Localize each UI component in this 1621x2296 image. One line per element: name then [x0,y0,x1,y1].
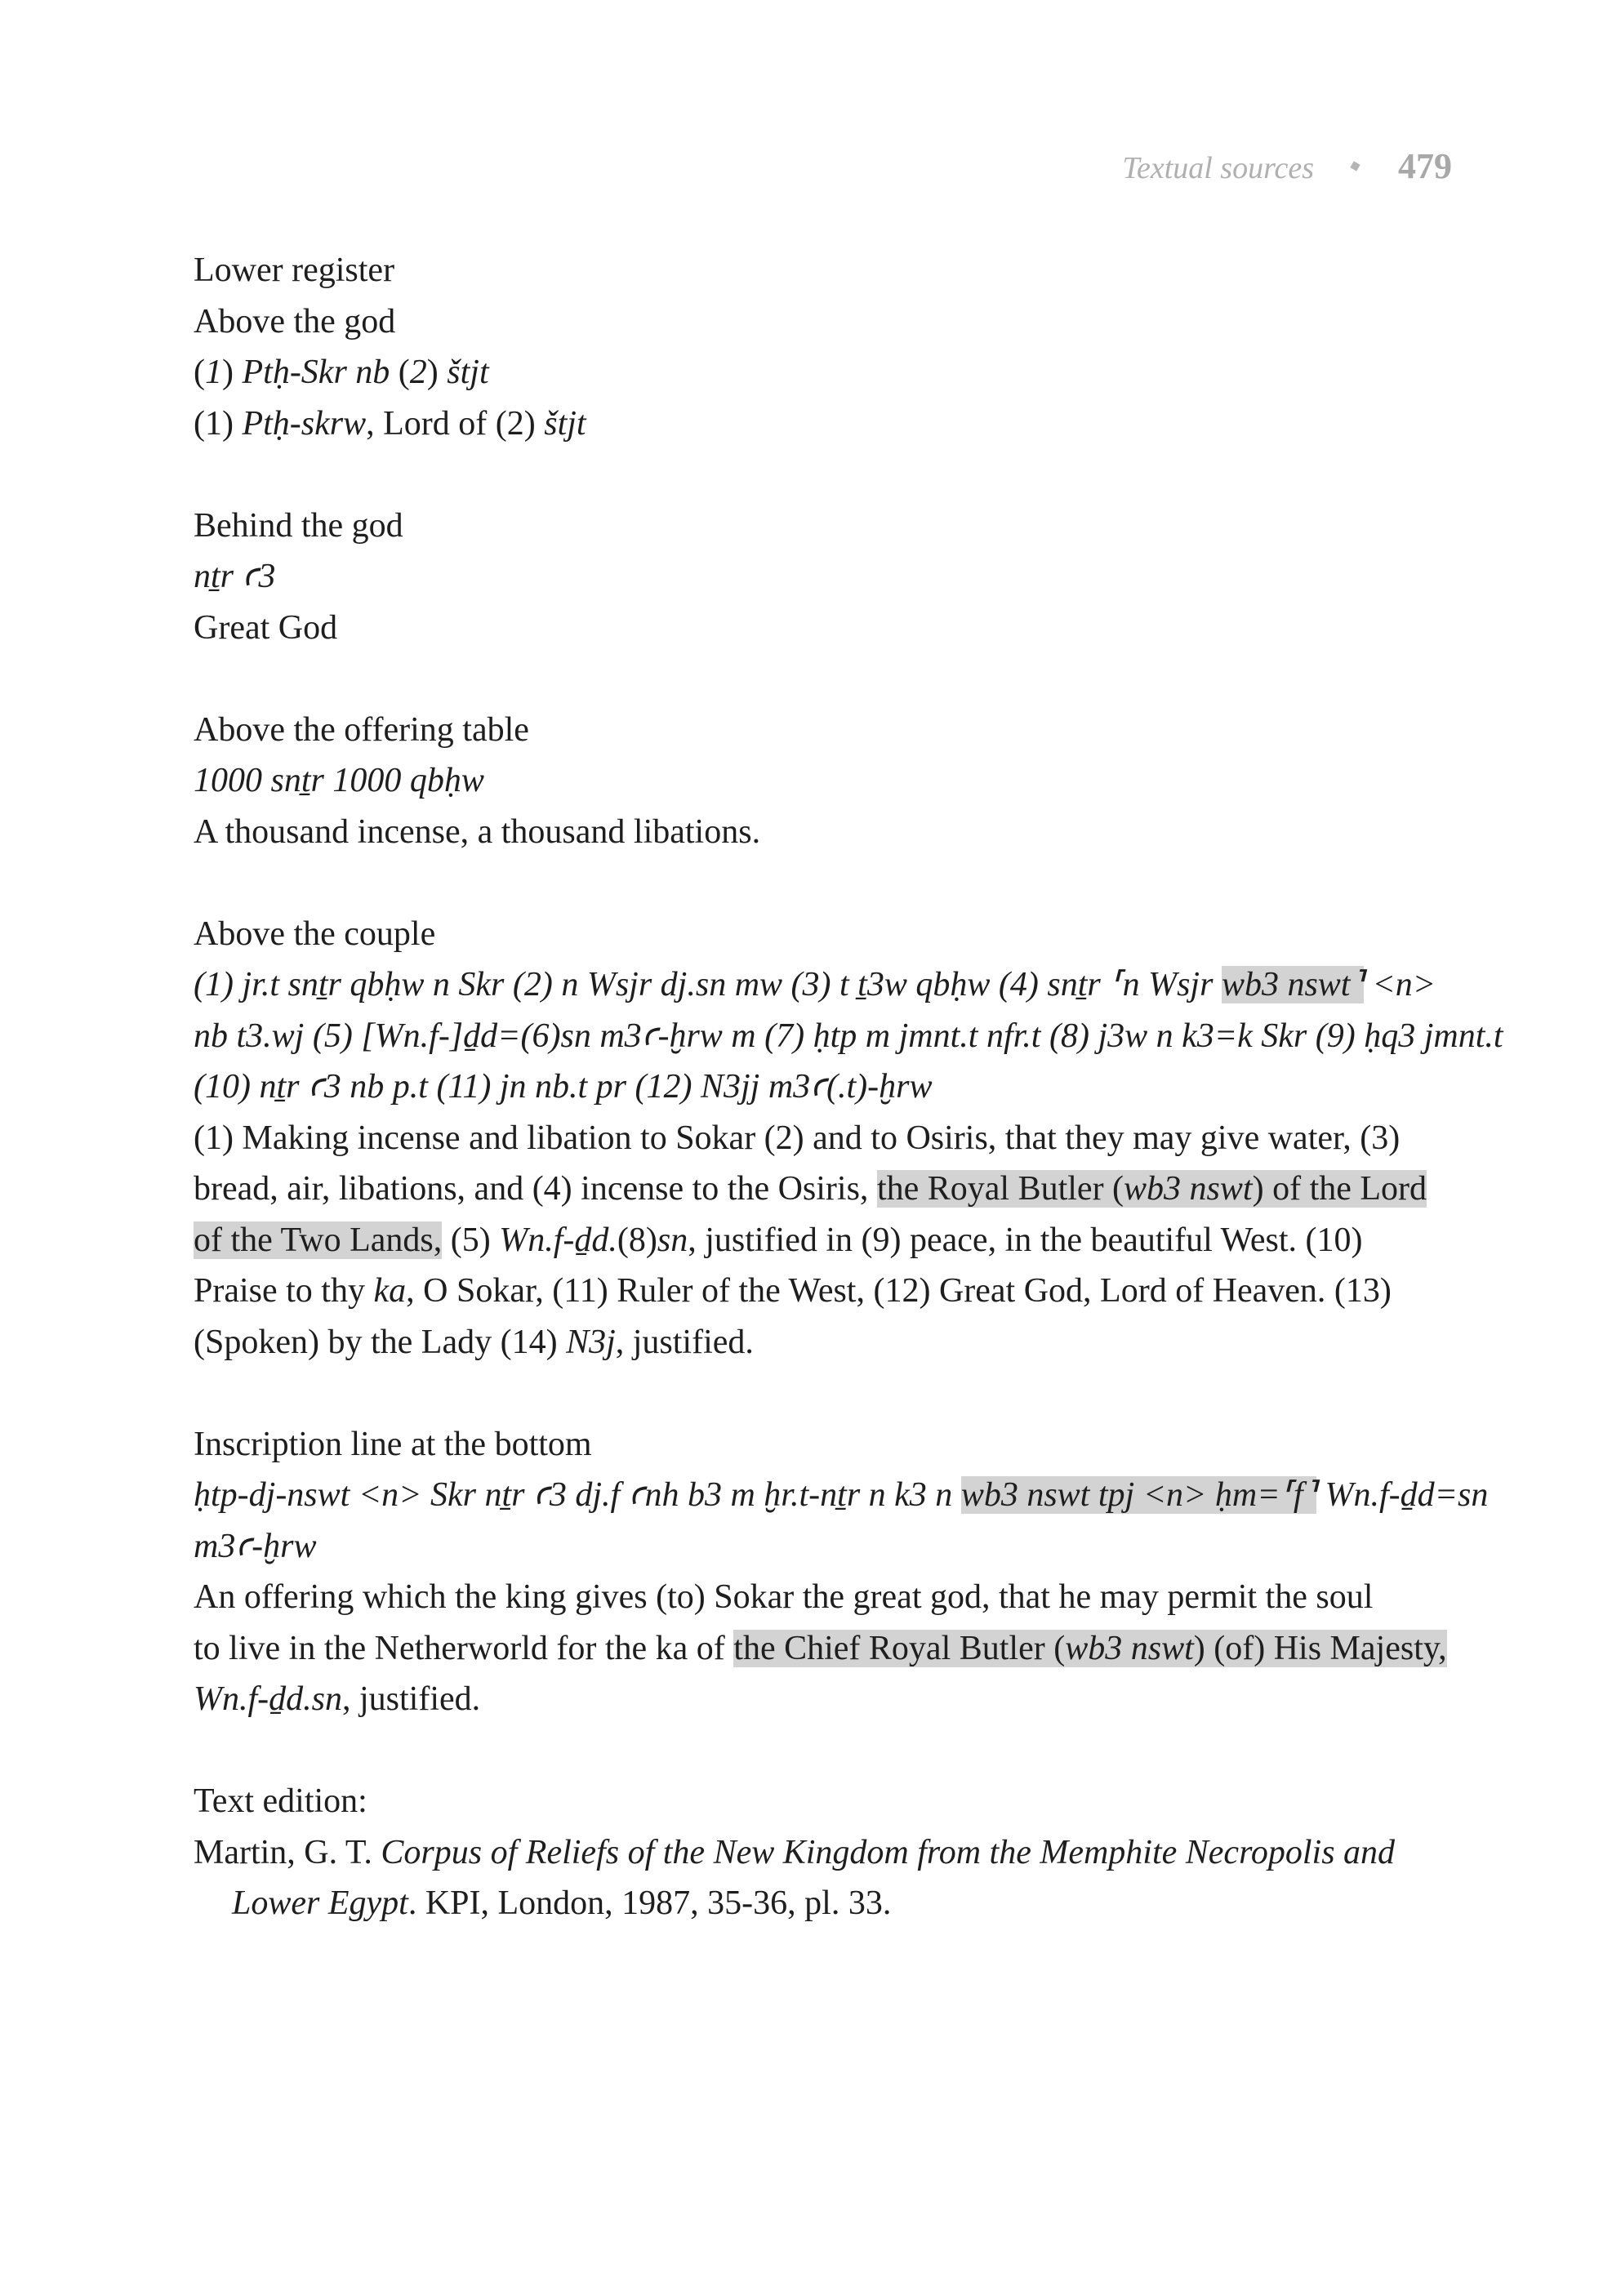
subheading-above-god: Above the god [194,302,396,340]
highlight: the Chief Royal Butler (wb3 nswt) (of) His Majesty, [733,1629,1447,1667]
running-head [1122,145,1452,187]
running-head-title: Textual sources [1122,151,1314,185]
diamond-bullet-icon [1350,161,1360,171]
transliteration-couple-line-1: (1) jr.t snṯr qbḥw n Skr (2) n Wsjr dj.sn mw (3) t ṯ3w qbḥw (4) snṯr ⸢n Wsjr wb3 nswt⸣ <n> [194,966,1436,1003]
transliteration-couple-line-2: nb t3.wj (5) [Wn.f-]ḏd=(6)sn m3ꜥ-ḫrw m (7) ḥtp m jmnt.t nfr.t (8) j3w n k3=k Skr (9) ḥq3 jmnt.t [194,1017,1503,1055]
highlight: the Royal Butler (wb3 nswt) of the Lord [876,1170,1427,1208]
page-body [194,245,1503,1929]
reference-publication: . KPI, London, 1987, 35-36, pl. 33. [407,1884,892,1922]
transliteration-offering-table: 1000 snṯr 1000 qbḥw [194,762,484,799]
translation-inscription-line-2: to live in the Netherworld for the ka of the Chief Royal Butler (wb3 nswt) (of) His Majesty, [194,1629,1447,1667]
reference-title: Corpus of Reliefs of the New Kingdom from the Memphite Necropolis and Lower Egypt [232,1833,1396,1922]
translation-inscription-line-3: Wn.f-ḏd.sn, justified. [194,1680,481,1718]
translation-couple-line-1: (1) Making incense and libation to Sokar (2) and to Osiris, that they may give water, (3) [194,1119,1401,1157]
translation-couple-line-5: (Spoken) by the Lady (14) N3j, justified. [194,1323,754,1361]
bibliography-entry [194,1827,1453,1929]
translation-couple-line-3: of the Two Lands, (5) Wn.f-ḏd.(8)sn, justified in (9) peace, in the beautiful West. (10) [194,1221,1363,1259]
transliteration-inscription-line-1: ḥtp-dj-nswt <n> Skr nṯr ꜥ3 dj.f ꜥnh b3 m ḫr.t-nṯr n k3 n wb3 nswt tpj <n> ḥm=⸢f⸣ Wn.f-ḏd=sn [194,1476,1489,1514]
transliteration-inscription-line-2: m3ꜥ-ḫrw [194,1527,317,1565]
highlight: of the Two Lands, [194,1221,443,1259]
subheading-behind-god: Behind the god [194,506,403,545]
transliteration-couple-line-3: (10) nṯr ꜥ3 nb p.t (11) jn nb.t pr (12) N3jj m3ꜥ(.t)-ḫrw [194,1068,933,1106]
translation-inscription-line-1: An offering which the king gives (to) Sokar the great god, that he may permit the soul [194,1578,1374,1616]
highlight: wb3 nswt tpj <n> ḥm=⸢f⸣ [960,1476,1316,1514]
reference-author: Martin, G. T. [194,1833,372,1871]
transliteration-above-god: (1) Ptḥ-Skr nb (2) štjt [194,354,489,391]
translation-offering-table: A thousand incense, a thousand libations. [194,812,761,851]
translation-behind-god: Great God [194,608,338,647]
page-number: 479 [1398,146,1452,186]
highlight: wb3 nswt⸣ [1221,966,1364,1003]
translation-above-god: (1) Ptḥ-skrw, Lord of (2) štjt [194,404,586,443]
translation-couple-line-4: Praise to thy ka, O Sokar, (11) Ruler of the West, (12) Great God, Lord of Heaven. (13) [194,1272,1392,1310]
subheading-offering-table: Above the offering table [194,710,529,749]
subheading-text-edition: Text edition: [194,1782,367,1820]
transliteration-behind-god: nṯr ꜥ3 [194,558,276,595]
subheading-inscription: Inscription line at the bottom [194,1425,592,1463]
translation-couple-line-2: bread, air, libations, and (4) incense to the Osiris, the Royal Butler (wb3 nswt) of the Lord [194,1170,1427,1208]
section-heading: Lower register [194,251,395,289]
subheading-couple: Above the couple [194,914,436,953]
